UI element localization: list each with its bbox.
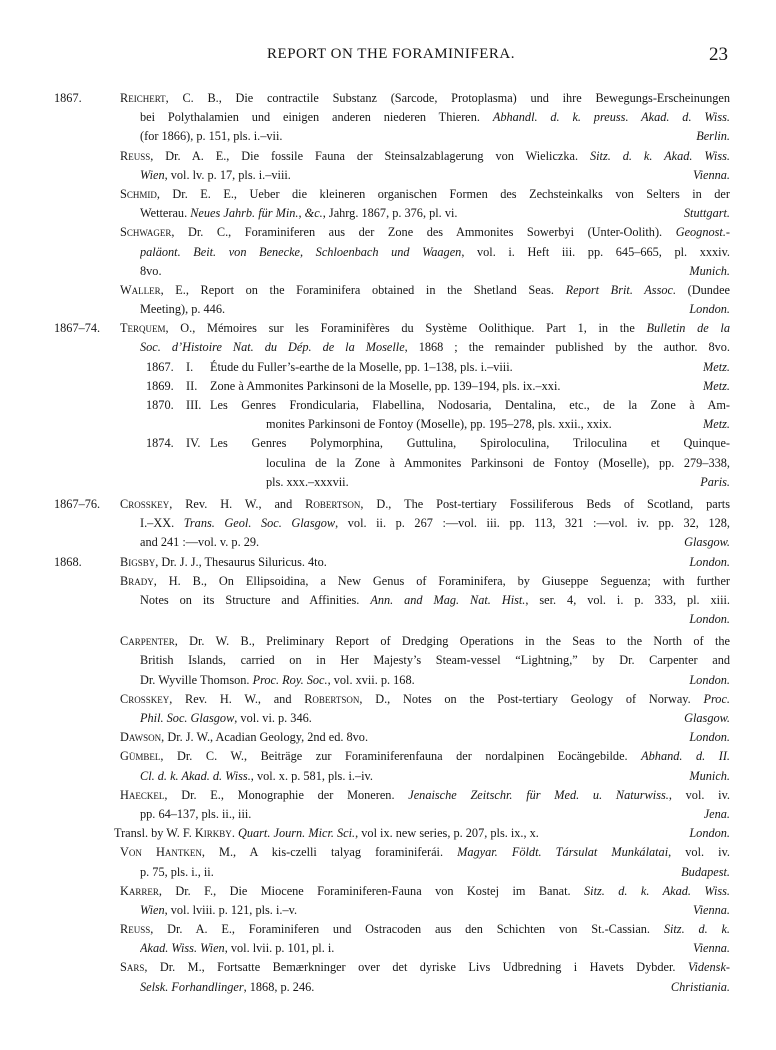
citation-text <box>120 843 730 862</box>
citation-fragment: , Dr. A. E., Foraminiferen und Ostracoden aus den Schichten von St.-Cassian. <box>150 922 664 937</box>
publication-place: Metz. <box>703 417 730 432</box>
journal-title: Sitz. d. k. Akad. Wiss. <box>589 148 730 163</box>
bibliography-line <box>54 281 730 300</box>
publication-place: London. <box>689 612 730 627</box>
citation-text <box>140 901 652 920</box>
bibliography-line <box>54 843 730 862</box>
bibliography-line <box>54 939 730 958</box>
bibliography-line <box>54 319 730 338</box>
journal-title: Neues Jahrb. für Min., &c. <box>190 206 323 221</box>
citation-text <box>140 671 652 690</box>
journal-title: Wien <box>140 902 165 917</box>
citation-fragment: , vol. ii. p. 267 :—vol. iii. pp. 113, 321 :—vol. iv. pp. 32, 128, <box>335 516 730 531</box>
part-year: 1874. <box>146 436 174 451</box>
citation-fragment: Zone à Ammonites Parkinsoni de la Moselle, pp. 139–194, pls. ix.–xxi. <box>210 378 561 393</box>
publication-place: Paris. <box>700 474 730 489</box>
citation-fragment: , Dr. J. W., Acadian Geology, 2nd ed. 8vo. <box>161 730 369 745</box>
citation-text <box>140 243 730 262</box>
citation-fragment: , vol. iv. <box>668 787 730 802</box>
citation-text <box>140 533 652 552</box>
bibliography-line <box>54 358 730 377</box>
journal-title: Report Brit. Assoc. <box>565 282 677 297</box>
citation-fragment: , vol. lv. p. 17, pls. i.–viii. <box>164 167 291 182</box>
bibliography-line <box>54 920 730 939</box>
author-name: Robertson <box>305 496 361 511</box>
author-name: Terquem <box>120 321 166 336</box>
journal-title: Wien <box>140 167 165 182</box>
citation-text <box>140 651 730 670</box>
author-name: Robertson <box>304 691 360 706</box>
citation-fragment: . <box>231 826 238 841</box>
publication-place: Vienna. <box>693 941 730 956</box>
running-title: REPORT ON THE FORAMINIFERA. <box>267 46 515 62</box>
publication-place: Jena. <box>703 806 730 821</box>
citation-text <box>120 223 730 242</box>
publication-place: Vienna. <box>693 167 730 182</box>
journal-title: Magyar. Földt. Társulat Munkálatai <box>457 845 669 860</box>
bibliography-line <box>54 978 730 997</box>
publication-place: London. <box>689 672 730 687</box>
citation-fragment: , ser. 4, vol. i. p. 333, pl. xiii. <box>525 592 730 607</box>
citation-text <box>114 824 652 843</box>
bibliography-line <box>54 632 730 651</box>
citation-text <box>266 415 652 434</box>
publication-place: Metz. <box>703 359 730 374</box>
citation-fragment: , vol. iv. <box>668 845 730 860</box>
citation-text <box>140 978 652 997</box>
citation-fragment: loculina de la Zone à Ammonites Parkinsoni de Fontoy (Moselle), pp. 279–338, <box>266 455 730 470</box>
bibliography-line <box>54 651 730 670</box>
citation-fragment: , 1868 ; the remainder published by the author. 8vo. <box>404 340 730 355</box>
citation-text <box>140 204 652 223</box>
citation-fragment: p. 75, pls. i., ii. <box>140 864 214 879</box>
author-name: Haeckel <box>120 787 165 802</box>
publication-place: Vienna. <box>693 902 730 917</box>
entry-year: 1867–74. <box>54 321 101 336</box>
bibliography-line <box>54 824 730 843</box>
journal-title: Abhandl. d. k. preuss. Akad. d. Wiss. <box>492 110 730 125</box>
citation-fragment: , Dr. C. W., Beiträge zur Foraminiferenfauna der nordalpinen Eocängebilde. <box>160 749 642 764</box>
publication-place: Munich. <box>689 263 730 278</box>
bibliography-line <box>54 223 730 242</box>
journal-title: Soc. d’Histoire Nat. du Dép. de la Moselle <box>140 340 405 355</box>
bibliography-line <box>54 958 730 977</box>
journal-title: Sitz. d. k. <box>663 922 730 937</box>
bibliography-line <box>54 89 730 108</box>
citation-fragment: British Islands, carried on in Her Majesty’s Steam-vessel “Lightning,” by Dr. Carpenter and <box>140 653 730 668</box>
citation-fragment: Notes on its Structure and Affinities. <box>140 592 371 607</box>
citation-fragment: 8vo. <box>140 263 162 278</box>
bibliography-line <box>54 396 730 415</box>
citation-text <box>120 553 652 572</box>
citation-text <box>120 89 730 108</box>
author-name: Kirkby <box>194 826 232 841</box>
bibliography-list <box>54 89 730 997</box>
citation-fragment: , Dr. W. B., Preliminary Report of Dredging Operations in the Seas to the North of the <box>174 634 730 649</box>
citation-fragment: , Dr. C., Foraminiferen aus der Zone des Ammonites Sowerbyi (Unter-Oolith). <box>171 225 676 240</box>
citation-text <box>120 958 730 977</box>
publication-place: Christiania. <box>670 979 730 994</box>
page-number: 23 <box>709 44 728 65</box>
bibliography-line <box>54 415 730 434</box>
citation-text <box>210 396 730 415</box>
bibliography-line <box>54 572 730 591</box>
citation-fragment: , vol. lviii. p. 121, pls. i.–v. <box>164 902 298 917</box>
journal-title: Geognost.- <box>675 225 730 240</box>
citation-text <box>210 377 652 396</box>
citation-fragment: , vol. vi. p. 346. <box>234 711 312 725</box>
citation-fragment: , Dr. F., Die Miocene Foraminiferen-Fauna von Kostej im Banat. <box>158 883 585 898</box>
journal-title: Sitz. d. k. Akad. Wiss. <box>584 883 730 898</box>
journal-title: Cl. d. k. Akad. d. Wiss. <box>140 768 251 783</box>
citation-fragment: , Dr. E., Monographie der Moneren. <box>164 787 409 802</box>
citation-fragment: Les Genres Frondicularia, Flabellina, Nodosaria, Dentalina, etc., de la Zone à Am- <box>210 398 730 412</box>
author-name: Sars <box>120 960 145 975</box>
citation-fragment: , vol. xvii. p. 168. <box>327 672 415 687</box>
bibliography-line <box>54 863 730 882</box>
page-header <box>50 38 732 68</box>
bibliography-line <box>54 108 730 127</box>
bibliography-line <box>54 262 730 281</box>
journal-title: Selsk. Forhandlinger <box>140 979 244 994</box>
author-name: Karrer <box>120 883 159 898</box>
citation-text <box>140 939 652 958</box>
citation-text <box>120 728 652 747</box>
citation-fragment: Étude du Fuller’s-earthe de la Moselle, pp. 1–138, pls. i.–viii. <box>210 359 513 374</box>
citation-fragment: Les Genres Polymorphina, Guttulina, Spiroloculina, Triloculina et Quinque- <box>210 436 730 451</box>
bibliography-line <box>54 434 730 453</box>
bibliography-line <box>54 495 730 514</box>
bibliography-line <box>54 377 730 396</box>
bibliography-line <box>54 533 730 552</box>
citation-text <box>266 473 652 492</box>
citation-text <box>140 338 730 357</box>
citation-fragment: , E., Report on the Foraminifera obtained in the Shetland Seas. <box>160 282 566 297</box>
publication-place: London. <box>689 826 730 841</box>
publication-place: Stuttgart. <box>683 206 730 221</box>
author-name: Gümbel <box>120 749 161 764</box>
bibliography-line <box>54 204 730 223</box>
author-name: Carpenter <box>120 634 175 649</box>
bibliography-line <box>54 786 730 805</box>
bibliography-line <box>54 473 730 492</box>
citation-fragment: , D., The Post-tertiary Fossiliferous Beds of Scotland, parts <box>360 496 730 511</box>
author-name: Schwager <box>120 225 172 240</box>
citation-fragment: , Dr. E. E., Ueber die kleineren organischen Formen des Zechsteinkalks von Selters in der <box>156 186 730 201</box>
citation-fragment: I.–XX. <box>140 516 184 531</box>
bibliography-line <box>54 671 730 690</box>
citation-fragment: (for 1866), p. 151, pls. i.–vii. <box>140 129 283 144</box>
citation-fragment: and 241 :—vol. v. p. 29. <box>140 535 260 550</box>
publication-place: Munich. <box>689 768 730 783</box>
citation-text <box>140 166 652 185</box>
journal-title: Bulletin de la <box>646 321 730 336</box>
author-name: Reichert <box>120 91 166 105</box>
citation-fragment: , O., Mémoires sur les Foraminifères du Système Oolithique. Part 1, in the <box>165 321 647 336</box>
citation-fragment: pls. xxx.–xxxvii. <box>266 474 349 489</box>
citation-fragment: , Dr. J. J., Thesaurus Siluricus. 4to. <box>155 554 327 569</box>
citation-fragment: , M., A kis-czelli talyag foraminiferái. <box>201 845 458 860</box>
publication-place: London. <box>689 730 730 745</box>
part-numeral: IV. <box>186 436 201 451</box>
citation-text <box>120 319 730 338</box>
citation-text <box>266 454 730 473</box>
citation-fragment: , Rev. H. W., and <box>169 691 305 706</box>
citation-text <box>140 805 652 824</box>
citation-fragment: , C. B., Die contractile Substanz (Sarcode, Protoplasma) und ihre Bewegungs-Erscheinungen <box>165 91 730 105</box>
citation-fragment: , H. B., On Ellipsoidina, a New Genus of Foraminifera, by Giuseppe Seguenza; with further <box>153 573 730 588</box>
citation-fragment: , vol. lvii. p. 101, pl. i. <box>224 941 335 956</box>
entry-year: 1867–76. <box>54 496 101 511</box>
citation-text <box>210 358 652 377</box>
journal-title: Proc. <box>703 691 730 706</box>
publication-place: London. <box>689 302 730 317</box>
citation-fragment: , Jahrg. 1867, p. 376, pl. vi. <box>322 206 458 221</box>
entry-year: 1867. <box>54 91 82 105</box>
citation-text <box>120 632 730 651</box>
citation-fragment: Dr. Wyville Thomson. <box>140 672 253 687</box>
journal-title: Trans. Geol. Soc. Glasgow <box>183 516 336 531</box>
citation-text <box>140 709 652 728</box>
publication-place: Budapest. <box>681 864 730 879</box>
bibliography-line <box>54 747 730 766</box>
bibliography-line <box>54 728 730 747</box>
citation-fragment: Wetterau. <box>140 206 191 221</box>
citation-fragment: , D., Notes on the Post-tertiary Geology of Norway. <box>359 691 704 706</box>
publication-place: Glasgow. <box>684 711 730 725</box>
bibliography-line <box>54 166 730 185</box>
citation-text <box>210 434 730 453</box>
citation-text <box>120 572 730 591</box>
part-numeral: I. <box>186 359 194 374</box>
author-name: Reuss <box>120 922 151 937</box>
citation-text <box>140 767 652 786</box>
journal-title: Jenaische Zeitschr. für Med. u. Naturwiss. <box>408 787 669 802</box>
author-name: Dawson <box>120 730 162 745</box>
citation-fragment: , vol. x. p. 581, pls. i.–iv. <box>250 768 373 783</box>
part-year: 1869. <box>146 378 174 393</box>
journal-title: Akad. Wiss. Wien <box>140 941 225 956</box>
citation-fragment: , Dr. M., Fortsatte Bemærkninger over det dyriske Livs Udbredning i Havets Dybder. <box>144 960 688 975</box>
bibliography-line <box>54 514 730 533</box>
journal-title: Vidensk- <box>687 960 730 975</box>
citation-fragment: , Rev. H. W., and <box>169 496 306 511</box>
citation-text <box>140 127 652 146</box>
citation-fragment: bei Polythalamien und einigen anderen niederen Thieren. <box>140 110 493 125</box>
publication-place: Glasgow. <box>684 535 730 550</box>
bibliography-line <box>54 300 730 319</box>
journal-title: Abhand. d. II. <box>641 749 730 764</box>
citation-text <box>140 108 730 127</box>
bibliography-line <box>54 767 730 786</box>
author-name: Waller <box>120 282 161 297</box>
author-name: Crosskey <box>120 691 170 706</box>
journal-title: Quart. Journ. Micr. Sci. <box>237 826 356 841</box>
citation-fragment: pp. 64–137, pls. ii., iii. <box>140 806 252 821</box>
part-year: 1870. <box>146 398 174 412</box>
author-name: Reuss <box>120 148 151 163</box>
entry-year: 1868. <box>54 554 82 569</box>
author-name: Schmid <box>120 186 157 201</box>
bibliography-line <box>54 243 730 262</box>
citation-text <box>120 281 730 300</box>
citation-text <box>140 591 730 610</box>
part-year: 1867. <box>146 359 174 374</box>
bibliography-line <box>54 454 730 473</box>
journal-title: paläont. Beit. von Benecke, Schloenbach und Waagen <box>140 244 462 259</box>
citation-text <box>120 185 730 204</box>
author-name: Bigsby <box>120 554 156 569</box>
bibliography-line <box>54 901 730 920</box>
citation-fragment: Meeting), p. 446. <box>140 302 226 317</box>
citation-fragment: , vol. i. Heft iii. pp. 645–665, pl. xxxiv. <box>461 244 730 259</box>
author-name: Von Hantken <box>120 845 202 860</box>
bibliography-line <box>54 610 730 629</box>
bibliography-line <box>54 127 730 146</box>
journal-title: Phil. Soc. Glasgow <box>140 711 235 725</box>
citation-text <box>120 147 730 166</box>
citation-text <box>140 262 652 281</box>
citation-text <box>120 786 730 805</box>
bibliography-line <box>54 553 730 572</box>
bibliography-line <box>54 591 730 610</box>
bibliography-line <box>54 882 730 901</box>
bibliography-line <box>54 805 730 824</box>
author-name: Crosskey <box>120 496 170 511</box>
bibliography-line <box>54 147 730 166</box>
bibliography-line <box>54 185 730 204</box>
citation-text <box>120 495 730 514</box>
citation-text <box>120 920 730 939</box>
citation-text <box>120 882 730 901</box>
publication-place: Berlin. <box>696 129 730 144</box>
citation-text <box>140 514 730 533</box>
citation-text <box>140 300 652 319</box>
citation-fragment: , 1868, p. 246. <box>243 979 315 994</box>
citation-text <box>120 747 730 766</box>
bibliography-line <box>54 709 730 728</box>
citation-fragment: Transl. by W. F. <box>114 826 195 841</box>
citation-fragment: (Dundee <box>676 282 730 297</box>
citation-fragment: monites Parkinsoni de Fontoy (Moselle), pp. 195–278, pls. xxii., xxix. <box>266 417 612 432</box>
bibliography-line <box>54 690 730 709</box>
citation-fragment: , vol ix. new series, p. 207, pls. ix., x. <box>355 826 539 841</box>
part-numeral: II. <box>186 378 198 393</box>
journal-title: Ann. and Mag. Nat. Hist. <box>370 592 526 607</box>
citation-fragment: , Dr. A. E., Die fossile Fauna der Steinsalzablagerung von Wieliczka. <box>150 148 590 163</box>
journal-title: Proc. Roy. Soc. <box>252 672 328 687</box>
bibliography-line <box>54 338 730 357</box>
publication-place: London. <box>689 554 730 569</box>
citation-text <box>120 690 730 709</box>
publication-place: Metz. <box>703 378 730 393</box>
citation-text <box>140 863 652 882</box>
part-numeral: III. <box>186 398 202 412</box>
author-name: Brady <box>120 573 154 588</box>
